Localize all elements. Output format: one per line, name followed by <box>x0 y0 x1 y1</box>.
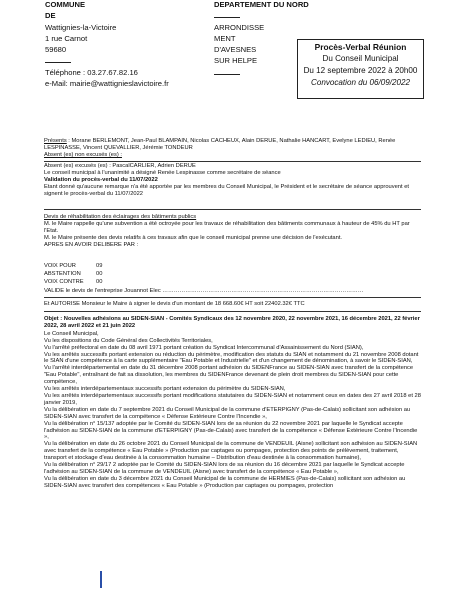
vote-label: VOIX CONTRE <box>44 279 84 285</box>
absents-excuses: Absent (es) excusés (es) : PascalCARLIER, Adrien DERUE <box>44 163 196 169</box>
vote-row-contre <box>44 279 103 286</box>
header-left <box>45 0 169 89</box>
header-right-divider-bottom <box>214 67 309 78</box>
secretary-line: Le conseil municipal à l'unanimité a désigné Renée Lespinasse comme secrétaire de séance <box>44 169 281 176</box>
vote-value: 00 <box>96 279 103 285</box>
vote-row-abstention <box>44 271 103 278</box>
devis-decision <box>44 288 421 295</box>
arrondissement-line-2: MENT <box>214 33 236 43</box>
vote-label: VOIX POUR <box>44 263 76 269</box>
section-divider-2 <box>44 297 421 298</box>
objet-paragraph: Vu la délibération en date du 3 décembre 2021 du Conseil Municipal de la commune de HERMIES (Pas-de-Calais) sollicitant son adhésion au SIDEN-SIAN avec transfert des compétences « Eau Potable » (Production par captages ou pompages, protection <box>44 475 406 489</box>
devis-paragraph-1: M. le Maire rappelle qu'une subvention a été octroyée pour les travaux de réhabilitation des bâtiments communaux à hauteur de 45% du HT par l'Etat. <box>44 220 410 234</box>
pv-council-line: Du Conseil Municipal <box>322 54 399 63</box>
vote-label: ABSTENTION <box>44 271 81 277</box>
commune-label: COMMUNE <box>45 0 86 9</box>
presents-names: : Morane BERLEMONT, Jean-Paul BLAMPAIN, Nicolas CACHEUX, Alain DERUE, Nathalie HANCART, Evelyne LEDIEU, Renée LESPINASSE, Vincent QUEVALLIER, Jérémie TONDEUR <box>44 138 396 151</box>
arrondissement-line-3: D'AVESNES <box>214 45 257 55</box>
no-remarks-line: Etant donné qu'aucune remarque n'a été apportée par les membres du Conseil Municipal, le Président et le secrétaire de séance approuvent et signent le procès-verbal du 11/07/2022 <box>44 183 409 197</box>
valide-line: VALIDE le devis de l'entreprise Jouannot Elec …………………………………………………………………………………………… <box>44 288 364 294</box>
devis-section <box>44 214 421 249</box>
header-right-divider-top <box>214 10 309 21</box>
objet-paragraph: Vu les arrêtés interdépartementaux successifs portant modifications statutaires du SIDEN-SIAN et notamment ceux en dates des 27 avril 2018 et 28 janvier 2019, <box>44 392 421 406</box>
arrondissement-line-1: ARRONDISSE <box>214 22 265 32</box>
commune-email: e-Mail: mairie@wattigniеslavictoire.fr <box>45 79 169 89</box>
pv-date-line: Du 12 septembre 2022 à 20h00 <box>303 66 418 75</box>
objet-paragraphs <box>44 331 421 490</box>
autorise-line: Et AUTORISE Monsieur le Maire à signer le devis d'un montant de 18 668.60€ HT soit 22402.32€ TTC <box>44 301 305 307</box>
attendance-block-2 <box>44 163 421 198</box>
objet-paragraph: Vu la délibération n° 29/17 2 adoptée par le Comité du SIDEN-SIAN lors de sa réunion du 16 décembre 2021 par laquelle le Syndicat accepte l'adhésion au SIDEN-SIAN de la commune de VENDEUIL (Aisne) avec transfert de la compétence « Eau Potable », <box>44 462 405 475</box>
objet-paragraph: Vu les dispositions du Code Général des Collectivités Territoriales, <box>44 337 213 344</box>
section-divider-3 <box>44 311 421 312</box>
objet-title: Objet : Nouvelles adhésions au SIDEN-SIAN - Comités Syndicaux des 12 novembre 2020, 22 novembre 2021, 16 décembre 2021, 22 février 2022, 28 avril 2022 et 21 juin 2022 <box>44 316 420 329</box>
commune-address: 1 rue Carnot <box>45 33 88 43</box>
de-label: DE <box>45 11 56 21</box>
commune-name: Wattignies-la-Victoire <box>45 22 117 32</box>
objet-section <box>44 316 421 490</box>
vote-value: 00 <box>96 271 103 277</box>
objet-paragraph: Vu la délibération n° 15/137 adoptée par le Comité du SIDEN-SIAN lors de sa réunion du 22 novembre 2021 par laquelle le Syndicat accepte l'adhésion au SIDEN-SIAN de la commune d'ETERPIGNY (Pas-de-Calais) avec transfert de la compétence « Défense Extérieure Contre l'Incendie », <box>44 420 418 441</box>
devis-title: Devis de réhabilitation des éclairages des bâtiments publics <box>44 214 197 220</box>
presents-line <box>44 138 421 152</box>
header-right <box>214 0 309 78</box>
vote-row-pour <box>44 263 103 270</box>
commune-postcode: 59680 <box>45 45 67 55</box>
validation-line: Validation du procès-verbal du 11/07/2022 <box>44 176 158 183</box>
objet-paragraph: Vu la délibération en date du 26 octobre 2021 du Conseil Municipal de la commune de VENDEUIL (Aisne) sollicitant son adhésion au SIDEN-SIAN avec transfert de la compétence « Eau Potable » (Production par captages ou pompages, protection des points de prélèvement, traitement, transport et stockage d'eau destinée à la consommation humaine – Distribution d'eau destinée à la consommation humaine), <box>44 441 418 462</box>
commune-phone: Téléphone : 03.27.67.82.16 <box>45 67 138 77</box>
department-label: DEPARTEMENT DU NORD <box>214 0 309 9</box>
pv-title: Procès-Verbal Réunion <box>314 42 407 52</box>
footer-page-marker <box>100 571 102 588</box>
header-left-divider <box>45 55 169 66</box>
devis-paragraph-2: M. le Maire présente des devis relatifs à ces travaux afin que le conseil municipal prenne une décision de l'exécutant. <box>44 234 343 241</box>
objet-paragraph: Vu l'arrêté interdépartemental en date du 31 décembre 2008 portant adhésion du SIDENFrance au SIDEN-SIAN avec transfert de la compétence "Eau Potable", entraînant de fait sa dissolution, les membres du SIDENFrance devenant de plein droit membres du SIDEN-SIAN pour cette compétence, <box>44 365 414 386</box>
absents-non-excuses: Absent (es) non excusés (es) : <box>44 151 122 158</box>
objet-paragraph: Vu les arrêtés interdépartementaux successifs portant extension du périmètre du SIDEN-SIAN, <box>44 386 286 393</box>
attendance-divider <box>44 161 421 162</box>
attendance-block <box>44 138 421 159</box>
objet-paragraph: Vu les arrêtés successifs portant extension ou réduction du périmètre, modification des statuts du SIAN et notamment du 21 novembre 2008 dotant le SIAN d'une compétence à la carte supplémentaire "Eau Potable et Industrielle" et d'un changement de dénomination, à savoir le SIDEN-SIAN, <box>44 351 419 365</box>
objet-paragraph: Le Conseil Municipal, <box>44 330 99 337</box>
pv-title-box <box>297 39 424 99</box>
arrondissement-line-4: SUR HELPE <box>214 56 258 66</box>
devis-decision-2 <box>44 301 421 308</box>
objet-paragraph: Vu la délibération en date du 7 septembre 2021 du Conseil Municipal de la commune d'ETERPIGNY (Pas-de-Calais) sollicitant son adhésion au SIDEN-SIAN avec transfert de la compétence « Défense Extérieure Contre l'Incendie », <box>44 406 411 420</box>
vote-header: APRES EN AVOIR DELIBERE PAR : <box>44 241 139 248</box>
section-divider-1 <box>44 209 421 210</box>
pv-convocation-line: Convocation du 06/09/2022 <box>310 78 410 87</box>
objet-paragraph: Vu l'arrêté préfectoral en date du 08 avril 1971 portant création du Syndicat Intercommunal d'Assainissement du Nord (SIAN), <box>44 344 364 351</box>
presents-label: Présents <box>44 138 67 144</box>
vote-value: 09 <box>96 263 103 269</box>
